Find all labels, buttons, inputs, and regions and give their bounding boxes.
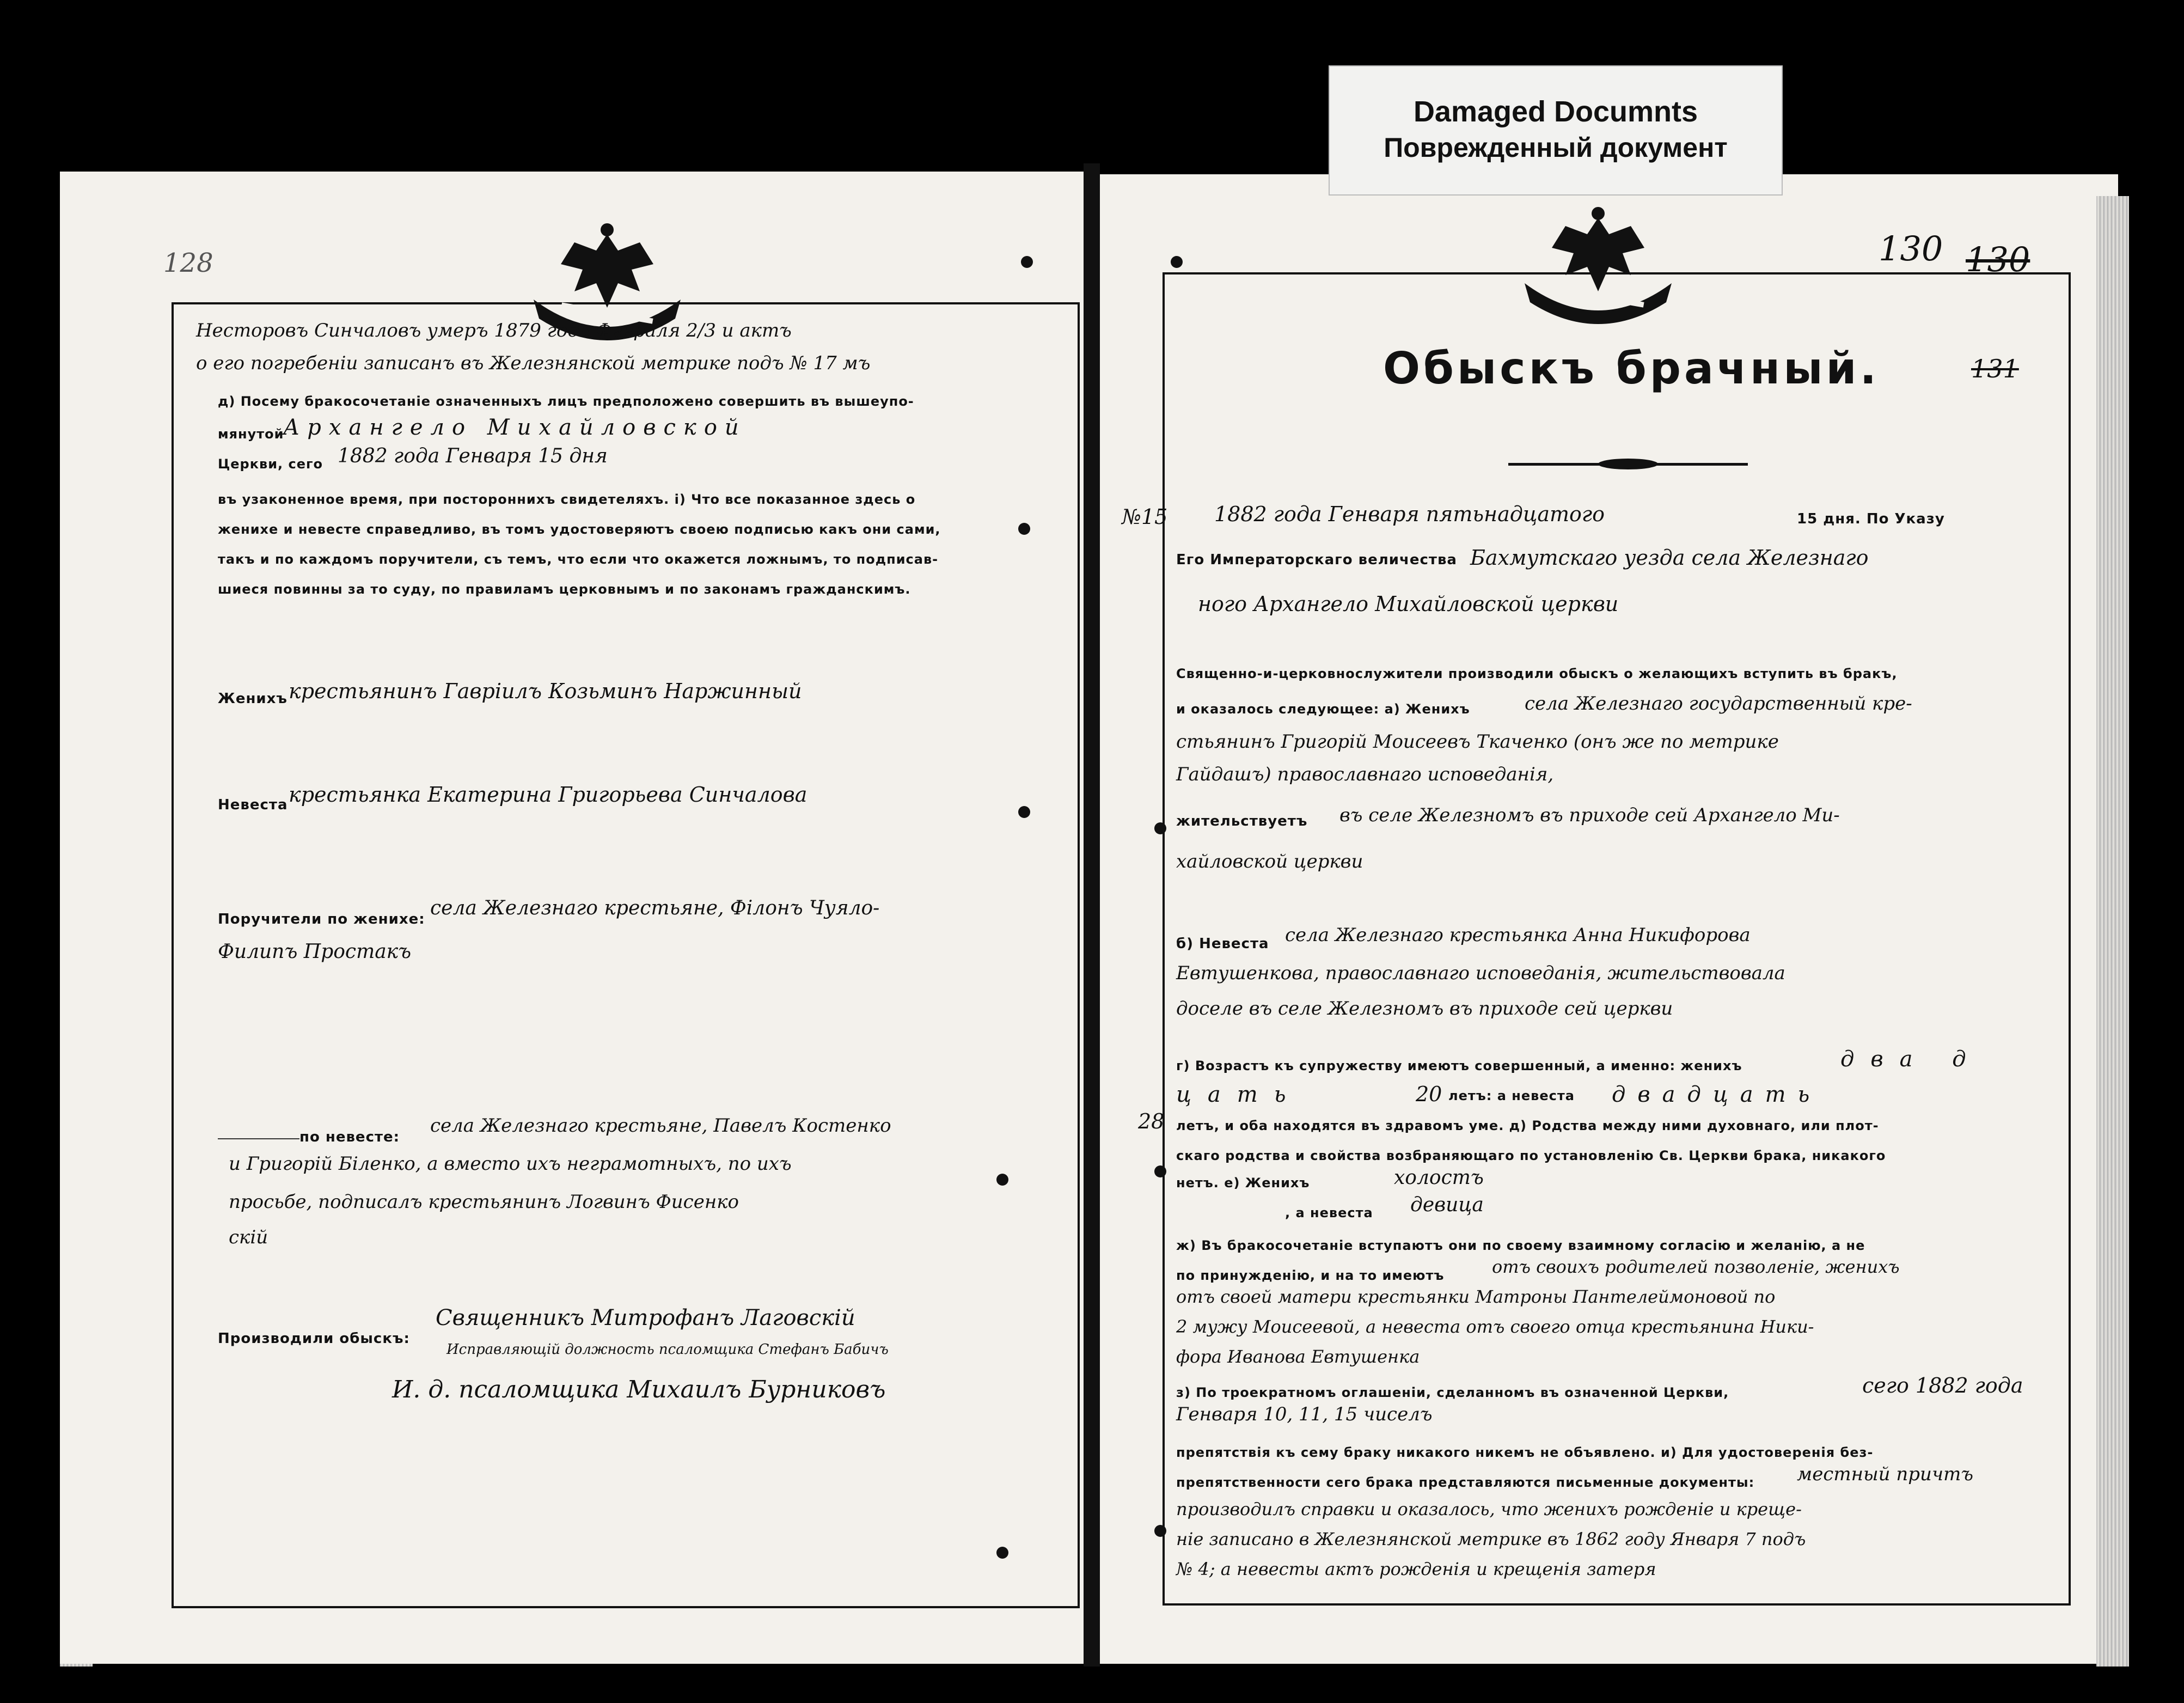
conducted-by-label: Производили обыскъ:: [218, 1330, 410, 1347]
witness-text: въ узаконенное время, при постороннихъ свидетеляхъ. i) Что все показанное здесь о: [218, 492, 916, 507]
groom-origin-handwritten: села Железнаго государственный кре-: [1525, 693, 1912, 715]
binding-hole: [1018, 806, 1030, 818]
groom-residence-handwritten: въ селе Железномъ въ приходе сей Архангело Ми-: [1339, 804, 1840, 826]
page-number: 130: [1879, 229, 1943, 268]
church-name-handwritten: Архангело Михайловской: [283, 415, 747, 440]
imperial-text: Его Императорскаго величества: [1176, 552, 1457, 568]
psalmist-signature-handwritten: И. д. псаломщика Михаилъ Бурниковъ: [392, 1376, 886, 1403]
bride-sureties-handwritten-line3: просьбе, подписалъ крестьянинъ Логвинъ Фисенко: [229, 1191, 739, 1213]
book-edge-right: [2096, 196, 2129, 1667]
bride-residence-handwritten: доселе въ селе Железномъ въ приходе сей церкви: [1176, 998, 1673, 1020]
binding-hole: [996, 1174, 1008, 1186]
bride-faith-handwritten: Евтушенкова, православнаго исповеданiя, жительствовала: [1176, 962, 1785, 984]
bride-age-number: 28: [1138, 1109, 1165, 1133]
binding-hole: [1021, 256, 1033, 268]
binding-hole: [1154, 1525, 1166, 1537]
groom-status-handwritten: холостъ: [1394, 1167, 1484, 1189]
banns-dates-handwritten: Генваря 10, 11, 15 чиселъ: [1176, 1403, 1433, 1425]
inquiry-handwritten: производилъ справки и оказалось, что женихъ рожденiе и креще-: [1176, 1499, 1802, 1519]
record-number: №15: [1122, 505, 1168, 529]
banns-text: з) По троекратномъ оглашенiи, сделанномъ въ означенной Церкви,: [1176, 1385, 1729, 1400]
bride-sureties-handwritten-line4: скiй: [229, 1226, 268, 1248]
bride-signature-label: Невеста: [218, 797, 288, 813]
bride-sureties-handwritten-line2: и Григорiй Бiленко, а вместо ихъ неграмотныхъ, по ихъ: [229, 1153, 792, 1175]
groom-church-handwritten: хайловской церкви: [1176, 851, 1363, 872]
bride-sureties-handwritten: села Железнаго крестьяне, Павелъ Костенко: [430, 1115, 891, 1137]
stamp-line-russian: Поврежденный документ: [1384, 132, 1728, 163]
groom-name-handwritten: стьянинъ Григорiй Моисеевъ Ткаченко (онъ же по метрике: [1176, 731, 1779, 753]
document-title: Обыскъ брачный.: [1383, 343, 1880, 394]
groom-status-label: нетъ. е) Женихъ: [1176, 1175, 1310, 1191]
groom-age-number: 20: [1416, 1082, 1442, 1106]
bride-record-handwritten: № 4; а невесты актъ рожденiя и крещенiя затеря: [1176, 1559, 1656, 1579]
bride-signature-handwritten: крестьянка Екатерина Григорьева Синчалова: [289, 783, 807, 807]
church-handwritten: ного Архангело Михайловской церкви: [1198, 592, 1619, 616]
bride-father-name-handwritten: фора Иванова Евтушенка: [1176, 1346, 1420, 1367]
parental-consent-handwritten: отъ своихъ родителей позволенiе, женихъ: [1492, 1256, 1900, 1277]
banns-year-handwritten: сего 1882 года: [1862, 1374, 2023, 1397]
bride-age-label: летъ: а невеста: [1448, 1088, 1575, 1103]
decree-text: 15 дня. По Указу: [1797, 511, 1945, 527]
kinship-text-cont: скаго родства и свойства возбраняющаго по установленiю Св. Церкви брака, никакого: [1176, 1148, 1886, 1163]
binding-hole: [996, 1547, 1008, 1559]
groom-signature-label: Женихъ: [218, 691, 287, 707]
consent-text: ж) Въ бракосочетанiе вступаютъ они по своему взаимному согласiю и желанiю, а не: [1176, 1238, 1865, 1253]
binding-hole: [1154, 1165, 1166, 1177]
binding-hole: [1154, 822, 1166, 834]
district-handwritten: Бахмутскаго уезда села Железнаго: [1470, 546, 1869, 570]
bride-label: б) Невеста: [1176, 936, 1269, 952]
left-corner-number: 128: [163, 248, 213, 278]
groom-sureties-label: Поручители по женихе:: [218, 911, 425, 927]
left-top-note-line2: о его погребенiи записанъ въ Железнянской метрике подъ № 17 мъ: [196, 352, 871, 374]
baptism-record-handwritten: нiе записано в Железнянской метрике въ 1862 году Января 7 подъ: [1176, 1529, 1806, 1549]
title-ornament: [1508, 457, 1748, 471]
binding-hole: [1018, 523, 1030, 535]
record-date-handwritten: 1882 года Генваря пятьнадцатого: [1214, 502, 1605, 526]
bride-name-handwritten: села Железнаго крестьянка Анна Никифорова: [1285, 924, 1751, 946]
clergy-handwritten: местный причтъ: [1797, 1463, 1973, 1485]
book-spine: [1084, 163, 1100, 1667]
bride-status-label: , а невеста: [1285, 1205, 1373, 1220]
church-date-label: Церкви, сего: [218, 456, 323, 472]
bride-sureties-blank-line: [218, 1138, 299, 1139]
stamp-line-english: Damaged Documnts: [1413, 95, 1698, 128]
deacon-signature-handwritten: Исправляющiй должность псаломщика Стефанъ Бабичъ: [446, 1341, 889, 1358]
struck-record-number: 131: [1971, 354, 2019, 383]
groom-age-handwritten: два д: [1840, 1047, 1983, 1072]
binding-hole: [1171, 256, 1183, 268]
damaged-document-stamp: [1329, 65, 1783, 196]
groom-label-text: и оказалось следующее: а) Женихъ: [1176, 701, 1470, 717]
right-double-eagle-emblem: [1514, 202, 1683, 332]
documents-text: препятственности сего брака представляются письменные документы:: [1176, 1475, 1755, 1490]
search-intro-text: Священно-и-церковнослужители производили обыскъ о желающихъ вступить въ бракъ,: [1176, 666, 1898, 681]
bride-age-handwritten: двадцать: [1612, 1082, 1822, 1107]
marriage-plan-text-cont: мянутой: [218, 426, 284, 442]
bride-status-handwritten: девица: [1410, 1194, 1484, 1216]
witness-text-line2: женихе и невесте справедливо, въ томъ удостоверяютъ своею подписью какъ они сами,: [218, 522, 941, 537]
priest-signature-handwritten: Священникъ Митрофанъ Лаговскiй: [436, 1305, 855, 1330]
groom-age-handwritten-cont: цать: [1176, 1082, 1302, 1107]
groom-sureties-handwritten-cont: Филипъ Простакъ: [218, 941, 412, 963]
witness-text-line3: такъ и по каждомъ поручители, съ темъ, что если что окажется ложнымъ, то подписав-: [218, 552, 939, 567]
bride-sureties-label: по невесте:: [299, 1129, 400, 1145]
no-impediment-text: препятствiя къ сему браку никакого никемъ не объявлено. и) Для удостоверенiя без-: [1176, 1445, 1874, 1460]
consent-text-cont: по принужденiю, и на то имеютъ: [1176, 1268, 1445, 1283]
groom-mother-handwritten: отъ своей матери крестьянки Матроны Пантелеймоновой по: [1176, 1286, 1776, 1307]
struck-page-number: 130: [1966, 240, 2030, 279]
left-top-note-line1: Несторовъ Синчаловъ умеръ 1879 года Февраля 2/3 и актъ: [196, 320, 792, 341]
age-text: г) Возрастъ къ супружеству имеютъ совершенный, а именно: женихъ: [1176, 1058, 1742, 1073]
bride-father-handwritten: 2 мужу Моисеевой, а невеста отъ своего отца крестьянина Ники-: [1176, 1316, 1814, 1337]
groom-signature-handwritten: крестьянинъ Гаврiилъ Козьминъ Наржинный: [289, 679, 802, 703]
witness-text-line4: шиеся повинны за то суду, по правиламъ церковнымъ и по законамъ гражданскимъ.: [218, 582, 911, 597]
marriage-date-handwritten: 1882 года Генваря 15 дня: [338, 445, 608, 467]
groom-faith-handwritten: Гайдашъ) православнаго исповеданiя,: [1176, 764, 1554, 785]
residence-label: жительствуетъ: [1176, 813, 1308, 829]
health-kinship-text: летъ, и оба находятся въ здравомъ уме. д) Родства между ними духовнаго, или плот-: [1176, 1118, 1879, 1133]
marriage-plan-text: д) Посему бракосочетанiе означенныхъ лицъ предположено совершить въ вышеупо-: [218, 394, 914, 409]
groom-sureties-handwritten: села Железнаго крестьяне, Фiлонъ Чуяло-: [430, 897, 880, 919]
